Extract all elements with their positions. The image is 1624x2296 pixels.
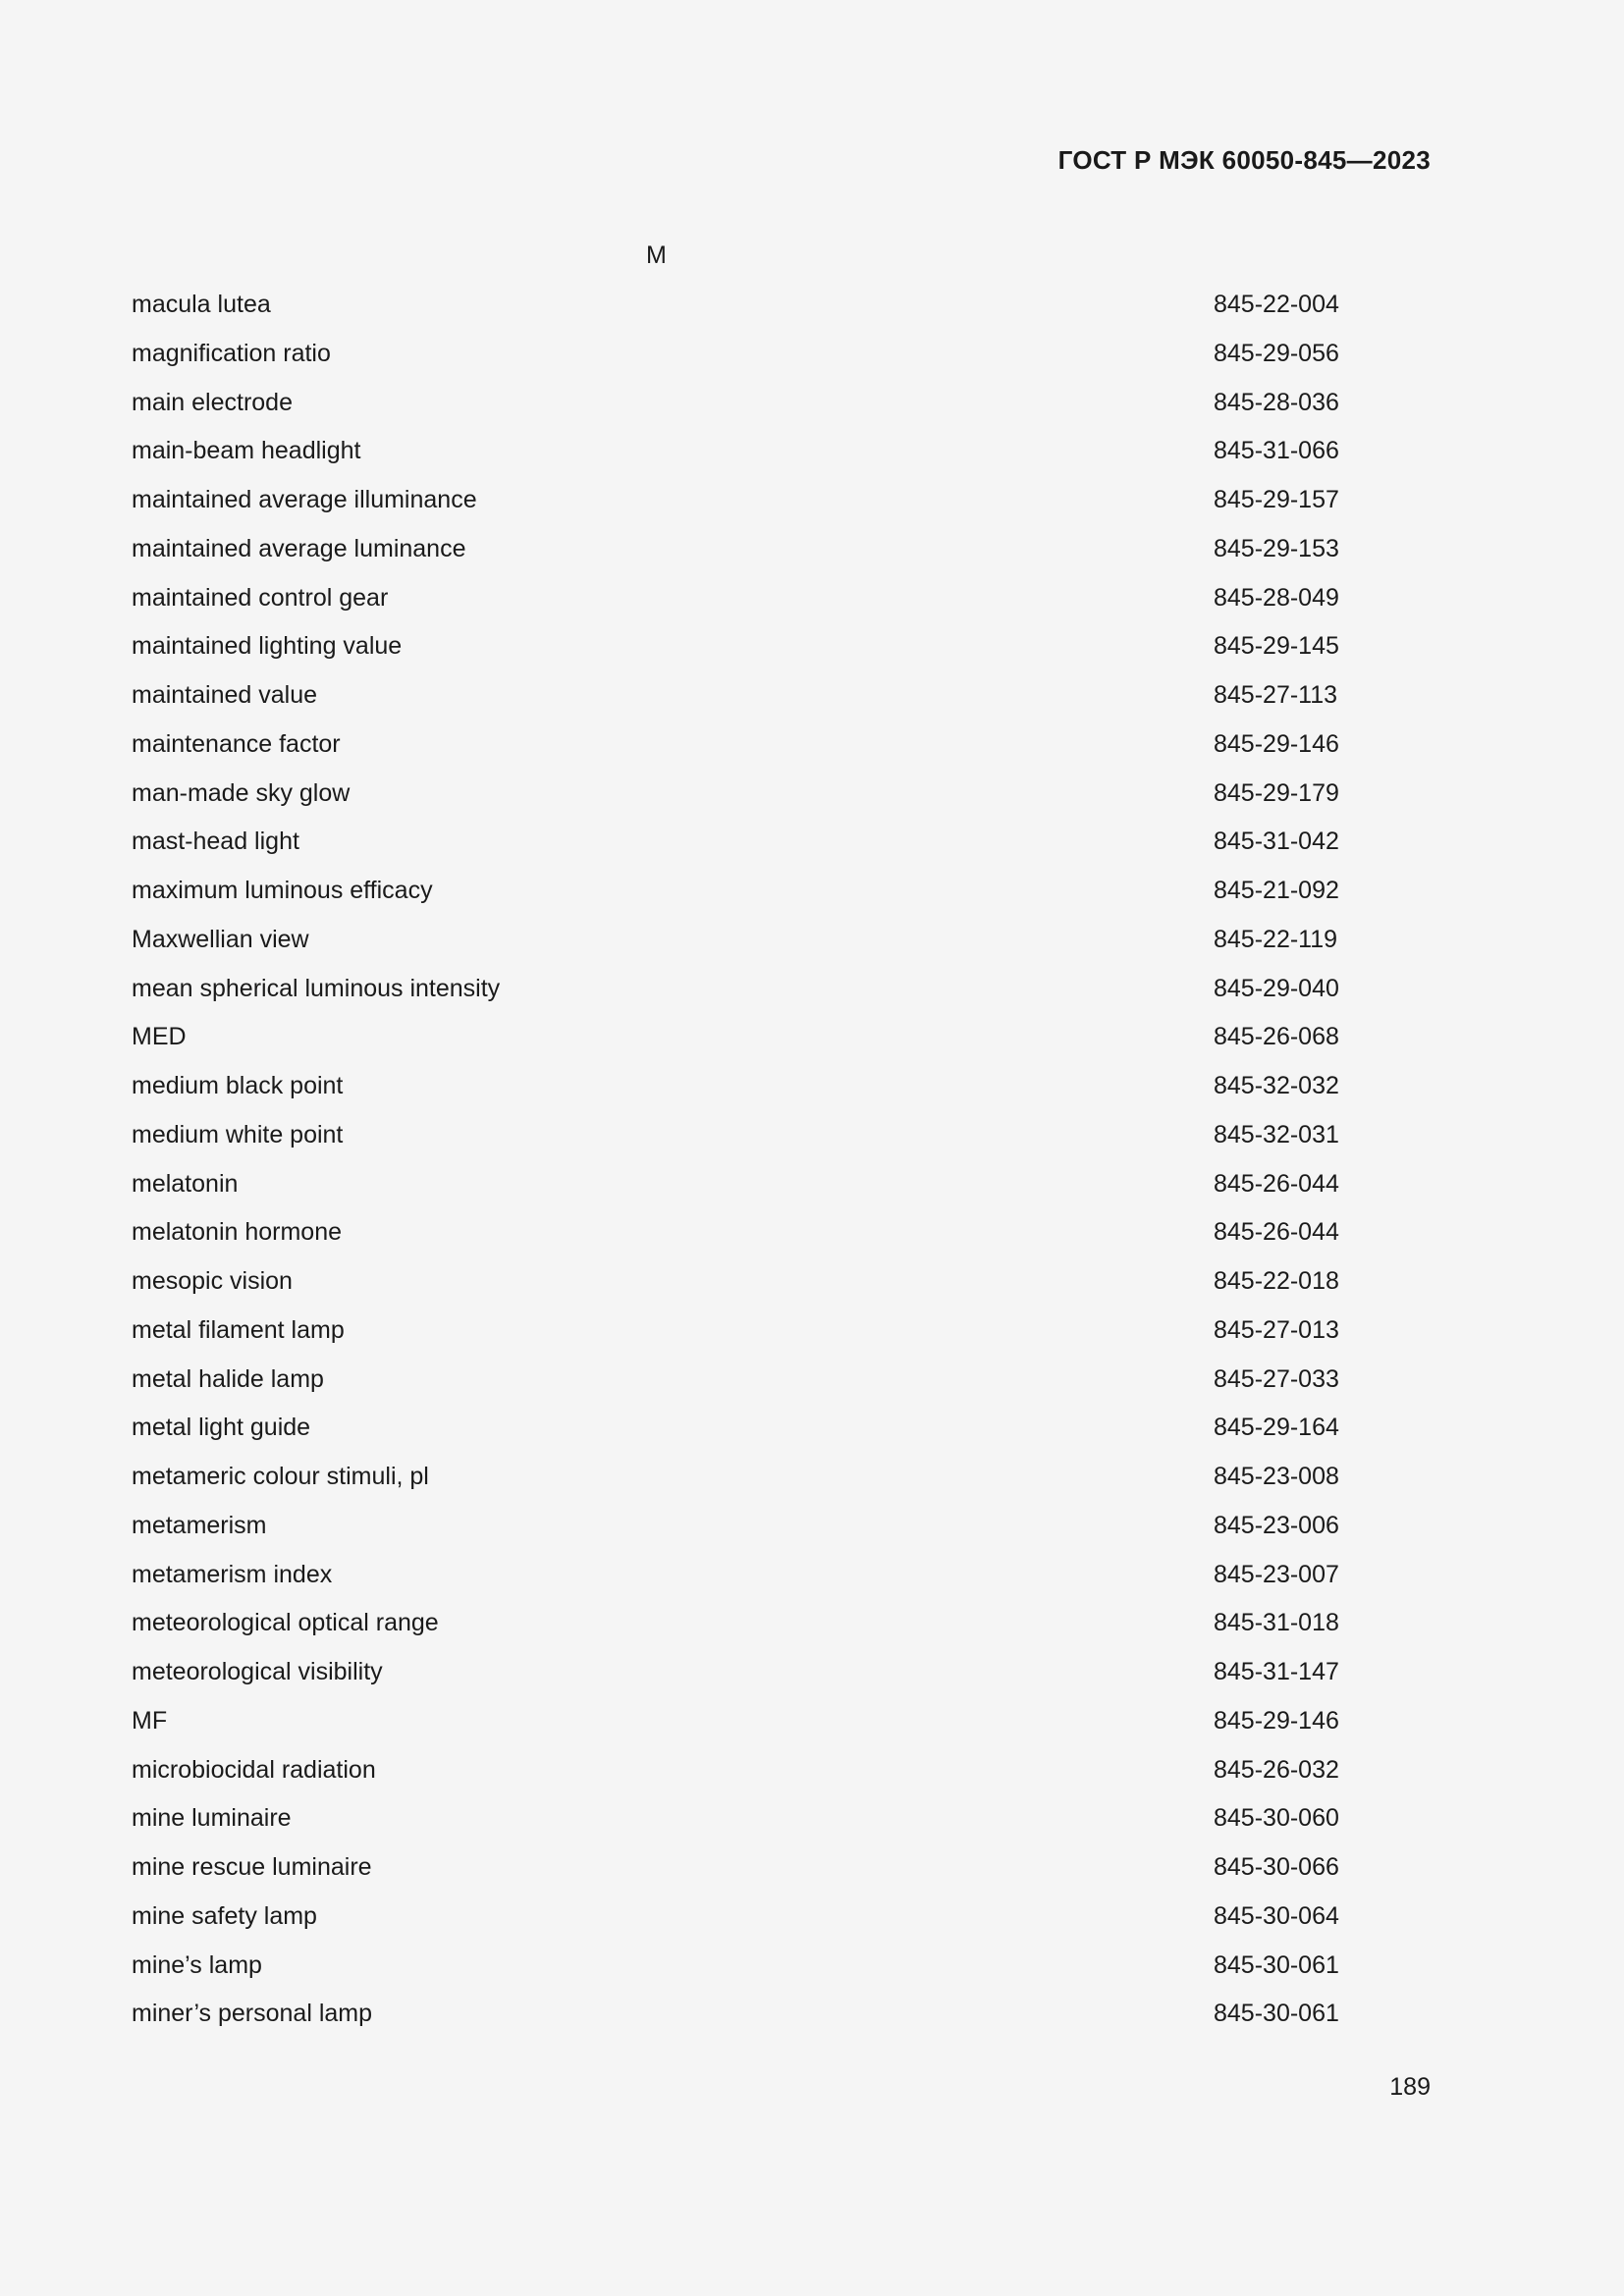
index-term: metamerism <box>132 1511 267 1539</box>
index-row <box>132 531 1339 580</box>
index-row <box>132 1703 1339 1752</box>
index-term: metal filament lamp <box>132 1315 345 1344</box>
index-term: maintained lighting value <box>132 632 403 661</box>
section-letter: M <box>646 241 667 269</box>
index-code: 845-31-147 <box>1214 1658 1339 1685</box>
index-term: mine’s lamp <box>132 1950 262 1979</box>
index-row <box>132 1019 1339 1068</box>
index-row <box>132 1508 1339 1557</box>
index-term: mine luminaire <box>132 1804 292 1833</box>
index-code: 845-31-042 <box>1214 828 1339 856</box>
index-code: 845-26-032 <box>1214 1755 1339 1784</box>
index-term: meteorological visibility <box>132 1658 383 1685</box>
index-code: 845-32-031 <box>1214 1120 1339 1148</box>
index-code: 845-26-044 <box>1214 1169 1339 1198</box>
index-row <box>132 1800 1339 1849</box>
index-code: 845-28-049 <box>1214 583 1339 612</box>
index-term: mine safety lamp <box>132 1901 317 1930</box>
index-code: 845-22-004 <box>1214 291 1339 318</box>
index-code: 845-30-064 <box>1214 1901 1339 1930</box>
index-term: maintained control gear <box>132 583 389 612</box>
index-term: main-beam headlight <box>132 437 361 465</box>
index-row <box>132 1410 1339 1459</box>
index-term: melatonin <box>132 1169 239 1198</box>
index-code: 845-21-092 <box>1214 877 1339 904</box>
index-code: 845-32-032 <box>1214 1072 1339 1099</box>
index-term: mast-head light <box>132 828 299 856</box>
index-code: 845-29-146 <box>1214 1706 1339 1735</box>
index-code: 845-30-066 <box>1214 1853 1339 1881</box>
index-term: metamerism index <box>132 1560 333 1588</box>
index-term: Maxwellian view <box>132 925 309 953</box>
index-code: 845-29-146 <box>1214 729 1339 758</box>
index-term: meteorological optical range <box>132 1609 439 1637</box>
index-row <box>132 677 1339 726</box>
page-number: 189 <box>1389 2073 1431 2101</box>
index-code: 845-23-007 <box>1214 1560 1339 1588</box>
index-row <box>132 1557 1339 1606</box>
index-term: melatonin hormone <box>132 1218 343 1247</box>
index-term: mine rescue luminaire <box>132 1853 372 1881</box>
index-term: macula lutea <box>132 291 271 318</box>
index-term: main electrode <box>132 388 293 416</box>
index-term: magnification ratio <box>132 339 331 367</box>
index-term: metal light guide <box>132 1414 311 1442</box>
index-row <box>132 628 1339 677</box>
index-term: maintained value <box>132 681 318 709</box>
index-row <box>132 1117 1339 1166</box>
index-row <box>132 433 1339 482</box>
index-term: metameric colour stimuli, pl <box>132 1463 429 1490</box>
index-code: 845-27-033 <box>1214 1364 1339 1393</box>
index-row <box>132 873 1339 922</box>
index-code: 845-29-040 <box>1214 974 1339 1002</box>
index-code: 845-27-113 <box>1214 681 1338 709</box>
index-code: 845-29-179 <box>1214 778 1339 807</box>
index-row <box>132 1996 1339 2045</box>
index-code: 845-30-061 <box>1214 2000 1339 2028</box>
index-code: 845-30-061 <box>1214 1950 1339 1979</box>
index-code: 845-29-145 <box>1214 632 1339 661</box>
index-row <box>132 1948 1339 1997</box>
document-header: ГОСТ Р МЭК 60050-845—2023 <box>1057 145 1431 175</box>
index-row <box>132 1654 1339 1703</box>
index-term: maximum luminous efficacy <box>132 877 433 904</box>
index-term: man-made sky glow <box>132 778 351 807</box>
index-code: 845-22-119 <box>1214 925 1338 953</box>
index-row <box>132 971 1339 1020</box>
index-code: 845-23-008 <box>1214 1463 1339 1490</box>
index-row <box>132 726 1339 775</box>
index-term: MF <box>132 1706 168 1735</box>
index-code: 845-28-036 <box>1214 388 1339 416</box>
index-term: mesopic vision <box>132 1267 293 1295</box>
index-code: 845-30-060 <box>1214 1804 1339 1833</box>
index-code: 845-29-056 <box>1214 339 1339 367</box>
index-row <box>132 1362 1339 1411</box>
index-row <box>132 1898 1339 1948</box>
index-row <box>132 336 1339 385</box>
index-row <box>132 385 1339 434</box>
index-row <box>132 824 1339 873</box>
index-row <box>132 1752 1339 1801</box>
index-row <box>132 1166 1339 1215</box>
index-row <box>132 482 1339 531</box>
index-term: maintained average luminance <box>132 534 466 562</box>
index-term: maintained average illuminance <box>132 486 477 513</box>
index-row <box>132 1214 1339 1263</box>
index-term: mean spherical luminous intensity <box>132 974 501 1002</box>
index-code: 845-26-068 <box>1214 1023 1339 1051</box>
index-term: medium white point <box>132 1120 344 1148</box>
index-row <box>132 1263 1339 1312</box>
index-row <box>132 1312 1339 1362</box>
index-row <box>132 775 1339 825</box>
index-code: 845-29-153 <box>1214 534 1339 562</box>
index-row <box>132 922 1339 971</box>
index-row <box>132 580 1339 629</box>
index-row <box>132 287 1339 336</box>
index-code: 845-29-164 <box>1214 1414 1339 1442</box>
index-code: 845-29-157 <box>1214 486 1339 513</box>
index-term: MED <box>132 1023 187 1051</box>
index-term: medium black point <box>132 1072 344 1099</box>
index-row <box>132 1459 1339 1508</box>
index-term: maintenance factor <box>132 729 341 758</box>
index-row <box>132 1849 1339 1898</box>
index-code: 845-27-013 <box>1214 1315 1339 1344</box>
index-row <box>132 1605 1339 1654</box>
index-code: 845-31-066 <box>1214 437 1339 465</box>
index-code: 845-31-018 <box>1214 1609 1339 1637</box>
index-term: metal halide lamp <box>132 1364 324 1393</box>
index-term: microbiocidal radiation <box>132 1755 376 1784</box>
index-term: miner’s personal lamp <box>132 2000 373 2028</box>
index-code: 845-26-044 <box>1214 1218 1339 1247</box>
index-code: 845-22-018 <box>1214 1267 1339 1295</box>
index-row <box>132 1068 1339 1117</box>
index-list <box>132 287 1339 2045</box>
index-code: 845-23-006 <box>1214 1511 1339 1539</box>
